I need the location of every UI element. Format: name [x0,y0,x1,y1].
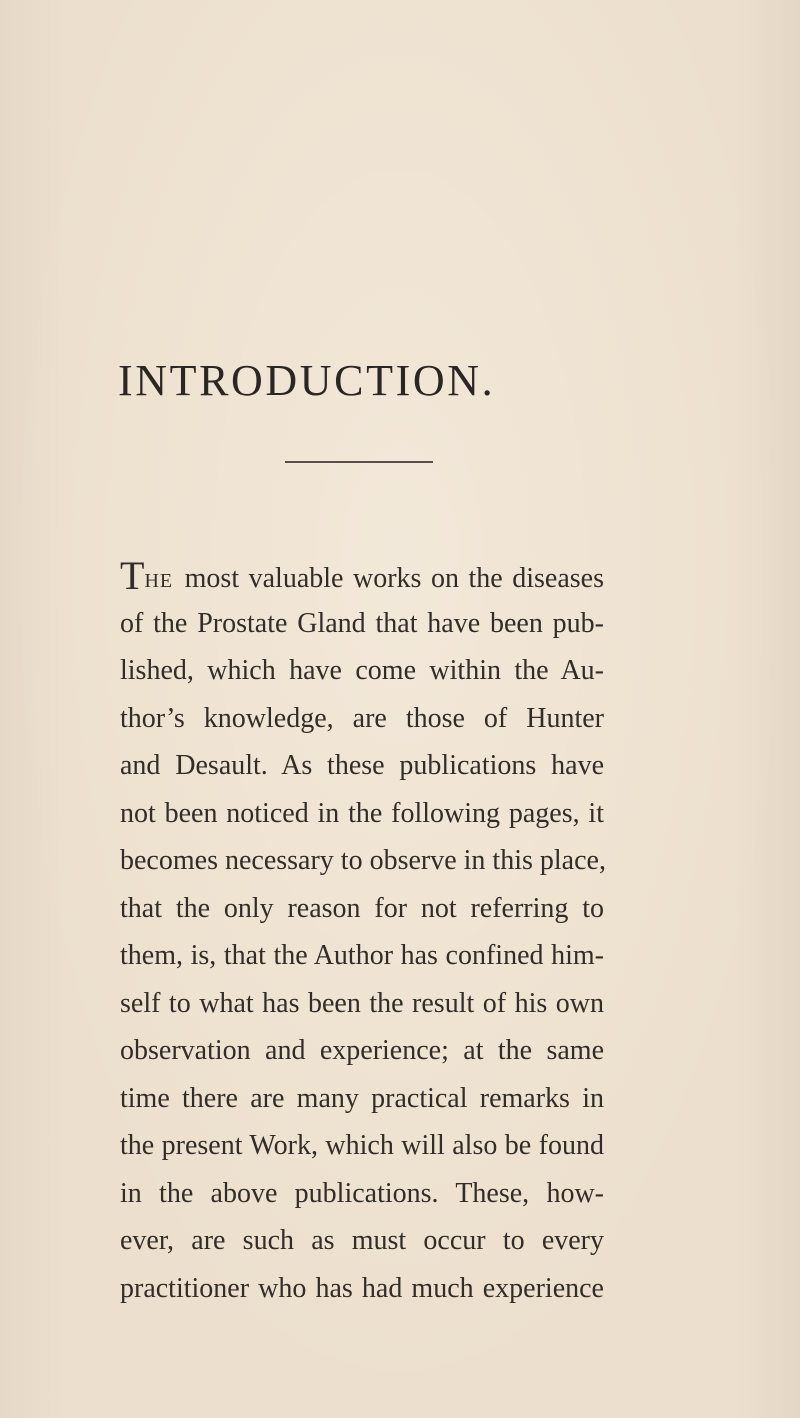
text-line: not been noticed in the following pages, it [120,797,604,829]
drop-cap: T [120,553,145,598]
text-line: observation and experience; at the same [120,1035,604,1066]
text-line: and Desault. As these publications have [120,750,604,781]
text-line: self to what has been the result of his own [120,987,604,1019]
text-line: thor’s knowledge, are those of Hunter [120,702,604,734]
text-line-rest: most valuable works on the diseases [175,563,604,594]
text-line: becomes necessary to observe in this place, [120,845,606,876]
text-line: time there are many practical remarks in [120,1082,604,1114]
text-line: that the only reason for not referring to [120,892,604,924]
text-line [120,552,604,600]
title-rule [285,461,433,463]
text-line: of the Prostate Gland that have been pub- [120,607,604,639]
text-line: practitioner who has had much experience [120,1272,604,1304]
text-line: ever, are such as must occur to every [120,1225,604,1256]
text-line: them, is, that the Author has confined him- [120,940,604,971]
small-caps: HE [144,570,174,592]
body-text [120,552,604,1312]
text-line: the present Work, which will also be found [120,1130,604,1161]
page-title: INTRODUCTION. [118,356,496,405]
text-line: in the above publications. These, how- [120,1177,604,1209]
text-line: lished, which have come within the Au- [120,655,604,686]
